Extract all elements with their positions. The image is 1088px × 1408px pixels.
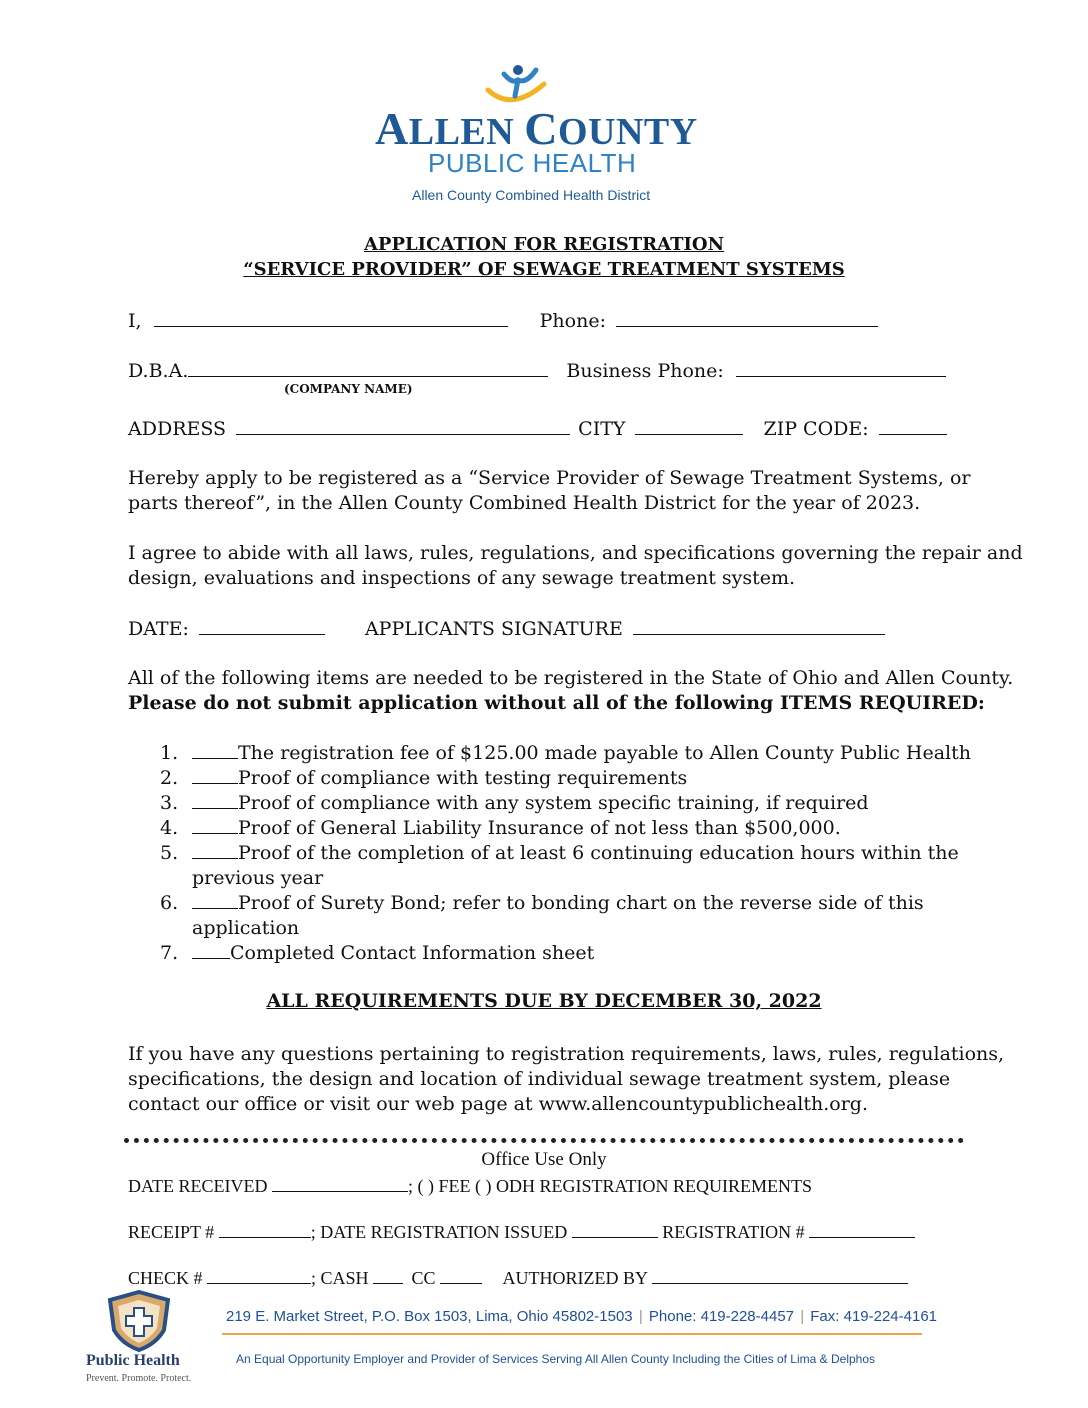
company-name-caption: (COMPANY NAME) bbox=[284, 382, 413, 396]
office-use-title: Office Use Only bbox=[481, 1149, 607, 1170]
requirement-check-blank[interactable] bbox=[192, 766, 238, 784]
requirement-continuation: previous year bbox=[192, 867, 324, 889]
requirement-number: 7. bbox=[160, 942, 179, 964]
footer-sep-2: | bbox=[800, 1308, 805, 1325]
items-paragraph: All of the following items are needed to be registered in the State of Ohio and Allen County. Please do not submit application without all of the following ITEMS REQUIRED: bbox=[128, 667, 1014, 714]
cash-field[interactable] bbox=[373, 1265, 403, 1284]
requirement-item bbox=[160, 766, 960, 791]
apply-paragraph: Hereby apply to be registered as a “Service Provider of Sewage Treatment Systems, or parts thereof”, in the Allen County Combined Health District for the year of 2023. bbox=[128, 467, 971, 514]
requirement-check-blank[interactable] bbox=[192, 841, 238, 859]
logo-title: ALLEN COUNTY bbox=[375, 103, 698, 154]
date-received-field[interactable] bbox=[272, 1173, 408, 1192]
badge-tagline: Prevent. Promote. Protect. bbox=[86, 1373, 192, 1384]
requirement-number: 5. bbox=[160, 842, 179, 864]
shield-cross-icon bbox=[106, 1290, 172, 1352]
requirement-item bbox=[160, 741, 972, 766]
signature-field[interactable] bbox=[633, 616, 885, 635]
requirement-item bbox=[160, 891, 960, 916]
logo bbox=[370, 60, 720, 210]
requirement-number: 2. bbox=[160, 767, 179, 789]
requirement-text: The registration fee of $125.00 made payable to Allen County Public Health bbox=[238, 742, 972, 764]
requirement-item bbox=[160, 816, 960, 841]
footer-equal-opportunity: An Equal Opportunity Employer and Provider of Services Serving All Allen County Including the Cities of Lima & Delphos bbox=[236, 1352, 875, 1366]
receipt-label: RECEIPT # bbox=[128, 1222, 215, 1242]
badge-name: Public Health bbox=[86, 1352, 180, 1369]
footer-address: 219 E. Market Street, P.O. Box 1503, Lima, Ohio 45802-1503 bbox=[226, 1308, 633, 1325]
requirement-text: Completed Contact Information sheet bbox=[230, 942, 595, 964]
requirement-check-blank[interactable] bbox=[192, 741, 238, 759]
cash-label: ; CASH bbox=[311, 1268, 369, 1288]
city-label: CITY bbox=[578, 418, 626, 440]
office-row-1 bbox=[128, 1173, 812, 1197]
requirement-number: 4. bbox=[160, 817, 179, 839]
zip-field[interactable] bbox=[879, 416, 947, 435]
requirement-number: 3. bbox=[160, 792, 179, 814]
public-health-badge bbox=[84, 1290, 204, 1390]
requirement-check-blank[interactable] bbox=[192, 941, 230, 959]
applicant-name-row bbox=[128, 308, 878, 332]
requirement-item bbox=[160, 791, 960, 816]
footer-sep-1: | bbox=[638, 1308, 643, 1325]
dba-label: D.B.A. bbox=[128, 360, 189, 382]
dotted-divider bbox=[124, 1138, 964, 1143]
logo-subtitle: PUBLIC HEALTH bbox=[428, 148, 637, 178]
requirement-number: 1. bbox=[160, 742, 179, 764]
questions-paragraph: If you have any questions pertaining to registration requirements, laws, rules, regulations, specifications, the design and location of individual sewage treatment system, please contact our office or visit our web page at www.allencountypublichealth.org. bbox=[128, 1043, 1005, 1115]
dba-field[interactable] bbox=[188, 358, 548, 377]
requirement-check-blank[interactable] bbox=[192, 791, 238, 809]
logo-district: Allen County Combined Health District bbox=[412, 187, 651, 203]
date-field[interactable] bbox=[199, 616, 325, 635]
office-row-2 bbox=[128, 1219, 915, 1243]
requirement-text: Proof of the completion of at least 6 continuing education hours within the bbox=[238, 842, 959, 864]
cc-field[interactable] bbox=[440, 1265, 482, 1284]
footer-address-line bbox=[226, 1308, 937, 1325]
form-title-line2: “SERVICE PROVIDER” OF SEWAGE TREATMENT SYSTEMS bbox=[243, 259, 845, 280]
city-field[interactable] bbox=[635, 416, 743, 435]
check-label: CHECK # bbox=[128, 1268, 203, 1288]
business-phone-field[interactable] bbox=[736, 358, 946, 377]
requirement-check-blank[interactable] bbox=[192, 891, 238, 909]
applicant-name-label: I, bbox=[128, 310, 142, 332]
dba-row bbox=[128, 358, 946, 382]
requirement-text: Proof of compliance with testing requirements bbox=[238, 767, 688, 789]
due-notice: ALL REQUIREMENTS DUE BY DECEMBER 30, 2022 bbox=[266, 990, 822, 1012]
requirement-text: Proof of General Liability Insurance of not less than $500,000. bbox=[238, 817, 841, 839]
authorized-field[interactable] bbox=[652, 1265, 908, 1284]
phone-field[interactable] bbox=[616, 308, 878, 327]
requirement-number: 6. bbox=[160, 892, 179, 914]
fee-odh-label: ; ( ) FEE ( ) ODH REGISTRATION REQUIREMENTS bbox=[407, 1176, 812, 1196]
zip-label: ZIP CODE: bbox=[763, 418, 869, 440]
registration-field[interactable] bbox=[809, 1219, 915, 1238]
date-label: DATE: bbox=[128, 618, 189, 640]
address-row bbox=[128, 416, 947, 440]
phone-label: Phone: bbox=[539, 310, 606, 332]
date-received-label: DATE RECEIVED bbox=[128, 1176, 268, 1196]
authorized-label: AUTHORIZED BY bbox=[502, 1268, 648, 1288]
signature-row bbox=[128, 616, 885, 640]
requirement-item bbox=[160, 841, 960, 866]
agree-paragraph: I agree to abide with all laws, rules, regulations, and specifications governing the repair and design, evaluations and inspections of any sewage treatment system. bbox=[128, 542, 1023, 589]
office-row-3 bbox=[128, 1265, 908, 1289]
registration-label: REGISTRATION # bbox=[662, 1222, 805, 1242]
footer-fax: Fax: 419-224-4161 bbox=[810, 1308, 938, 1325]
cc-label: CC bbox=[411, 1268, 436, 1288]
form-title-line1: APPLICATION FOR REGISTRATION bbox=[363, 234, 725, 255]
footer-orange-rule bbox=[222, 1333, 922, 1335]
footer-phone: Phone: 419-228-4457 bbox=[648, 1308, 795, 1325]
requirement-check-blank[interactable] bbox=[192, 816, 238, 834]
signature-label: APPLICANTS SIGNATURE bbox=[364, 618, 623, 640]
check-field[interactable] bbox=[207, 1265, 311, 1284]
address-label: ADDRESS bbox=[128, 418, 227, 440]
requirement-text: Proof of Surety Bond; refer to bonding chart on the reverse side of this bbox=[238, 892, 924, 914]
applicant-name-field[interactable] bbox=[154, 308, 508, 327]
requirement-continuation: application bbox=[192, 917, 300, 939]
receipt-field[interactable] bbox=[219, 1219, 311, 1238]
date-issued-field[interactable] bbox=[572, 1219, 658, 1238]
requirement-text: Proof of compliance with any system specific training, if required bbox=[238, 792, 869, 814]
requirement-item bbox=[160, 941, 960, 966]
date-issued-label: ; DATE REGISTRATION ISSUED bbox=[310, 1222, 568, 1242]
business-phone-label: Business Phone: bbox=[566, 360, 724, 382]
address-field[interactable] bbox=[236, 416, 570, 435]
requirements-list bbox=[160, 741, 972, 966]
